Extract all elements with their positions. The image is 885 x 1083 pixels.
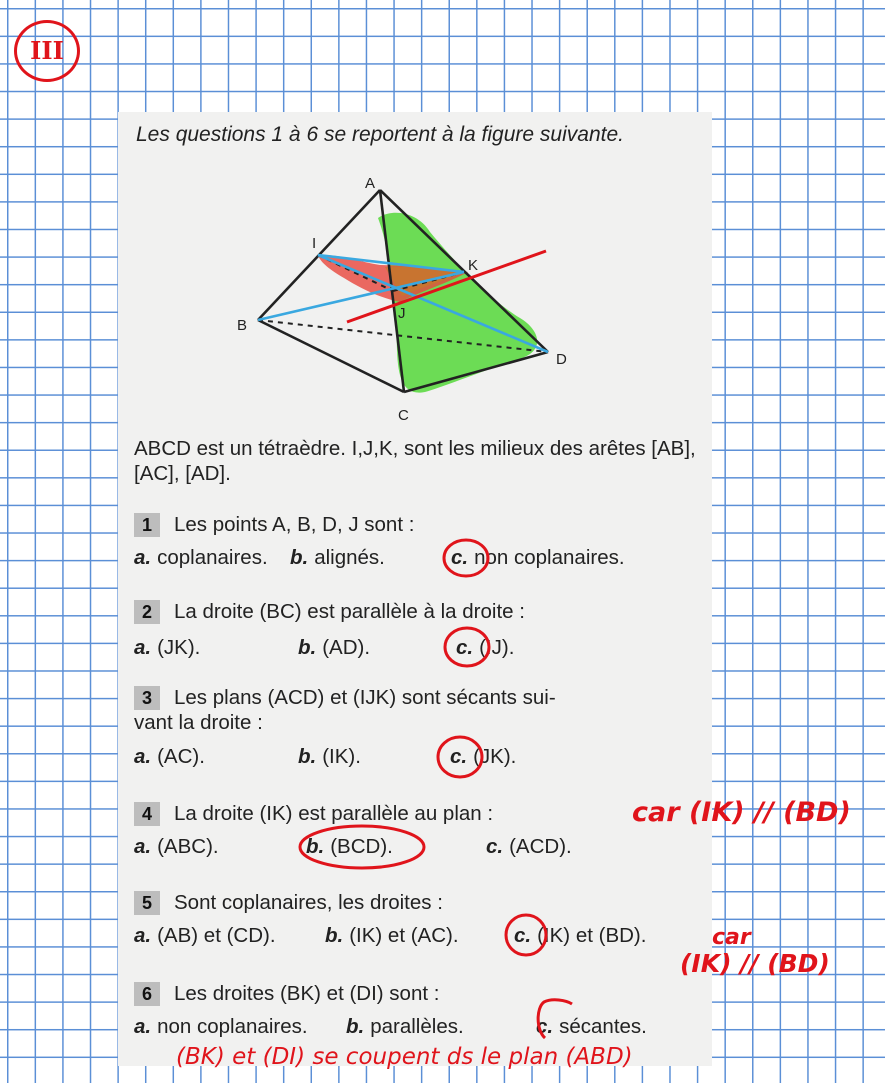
q4-option-a: a. (ABC). [134, 835, 219, 858]
q4-option-c: c. (ACD). [486, 835, 572, 858]
note-q5-line1: car [712, 925, 751, 950]
question-4-statement: 4 La droite (IK) est parallèle au plan : [134, 802, 493, 826]
q5-option-b: b. (IK) et (AC). [325, 924, 459, 947]
q4-option-b: b. (BCD). [306, 835, 393, 858]
intro-text: Les questions 1 à 6 se reportent à la figure suivante. [136, 123, 624, 146]
vertex-label-A: A [365, 175, 376, 192]
vertex-label-D: D [556, 351, 567, 368]
q6-option-a: a. non coplanaires. [134, 1015, 308, 1038]
answer-circle-q4 [300, 826, 424, 868]
vertex-label-I: I [312, 235, 317, 252]
question-3-statement: 3 Les plans (ACD) et (IJK) sont sécants sui- [134, 686, 556, 710]
answer-circle-q2 [445, 628, 489, 666]
q2-option-b: b. (AD). [298, 636, 371, 659]
q3-option-b: b. (IK). [298, 745, 361, 768]
note-q4: car (IK) // (BD) [632, 797, 851, 828]
question-number-badge: 4 [134, 802, 160, 826]
note-q6: (BK) et (DI) se coupent ds le plan (ABD) [176, 1044, 633, 1070]
q1-option-c: c. non coplanaires. [451, 546, 625, 569]
q5-option-c: c. (IK) et (BD). [514, 924, 647, 947]
question-number-badge: 1 [134, 513, 160, 537]
question-5-statement: 5 Sont coplanaires, les droites : [134, 891, 443, 915]
vertex-label-K: K [468, 257, 479, 274]
question-number-badge: 5 [134, 891, 160, 915]
q1-option-b: b. alignés. [290, 546, 385, 569]
q2-option-a: a. (JK). [134, 636, 201, 659]
vertex-label-J: J [398, 305, 406, 322]
answer-mark-q6 [538, 1000, 572, 1038]
q6-option-b: b. parallèles. [346, 1015, 464, 1038]
question-3-statement-cont: vant la droite : [134, 711, 263, 734]
question-2-statement: 2 La droite (BC) est parallèle à la droite : [134, 600, 525, 624]
vertex-label-B: B [237, 317, 248, 334]
q6-option-c: c. sécantes. [536, 1015, 647, 1038]
question-number-badge: 2 [134, 600, 160, 624]
question-1-statement: 1 Les points A, B, D, J sont : [134, 513, 414, 537]
figure-description: ABCD est un tétraèdre. I,J,K, sont les milieux des arêtes [AB], [AC], [AD]. [134, 437, 696, 485]
answer-circle-q5 [506, 915, 546, 955]
note-q5-line2: (IK) // (BD) [680, 949, 830, 978]
q5-option-a: a. (AB) et (CD). [134, 924, 276, 947]
answer-circle-q1 [444, 540, 488, 576]
q1-option-a: a. coplanaires. [134, 546, 268, 569]
question-number-badge: 3 [134, 686, 160, 710]
vertex-label-C: C [398, 407, 409, 424]
question-6-statement: 6 Les droites (BK) et (DI) sont : [134, 982, 439, 1006]
answer-circle-q3 [438, 737, 482, 777]
q2-option-c: c. (IJ). [456, 636, 515, 659]
header-circled-mark: III [14, 20, 80, 82]
question-number-badge: 6 [134, 982, 160, 1006]
q3-option-c: c. (JK). [450, 745, 517, 768]
q3-option-a: a. (AC). [134, 745, 205, 768]
